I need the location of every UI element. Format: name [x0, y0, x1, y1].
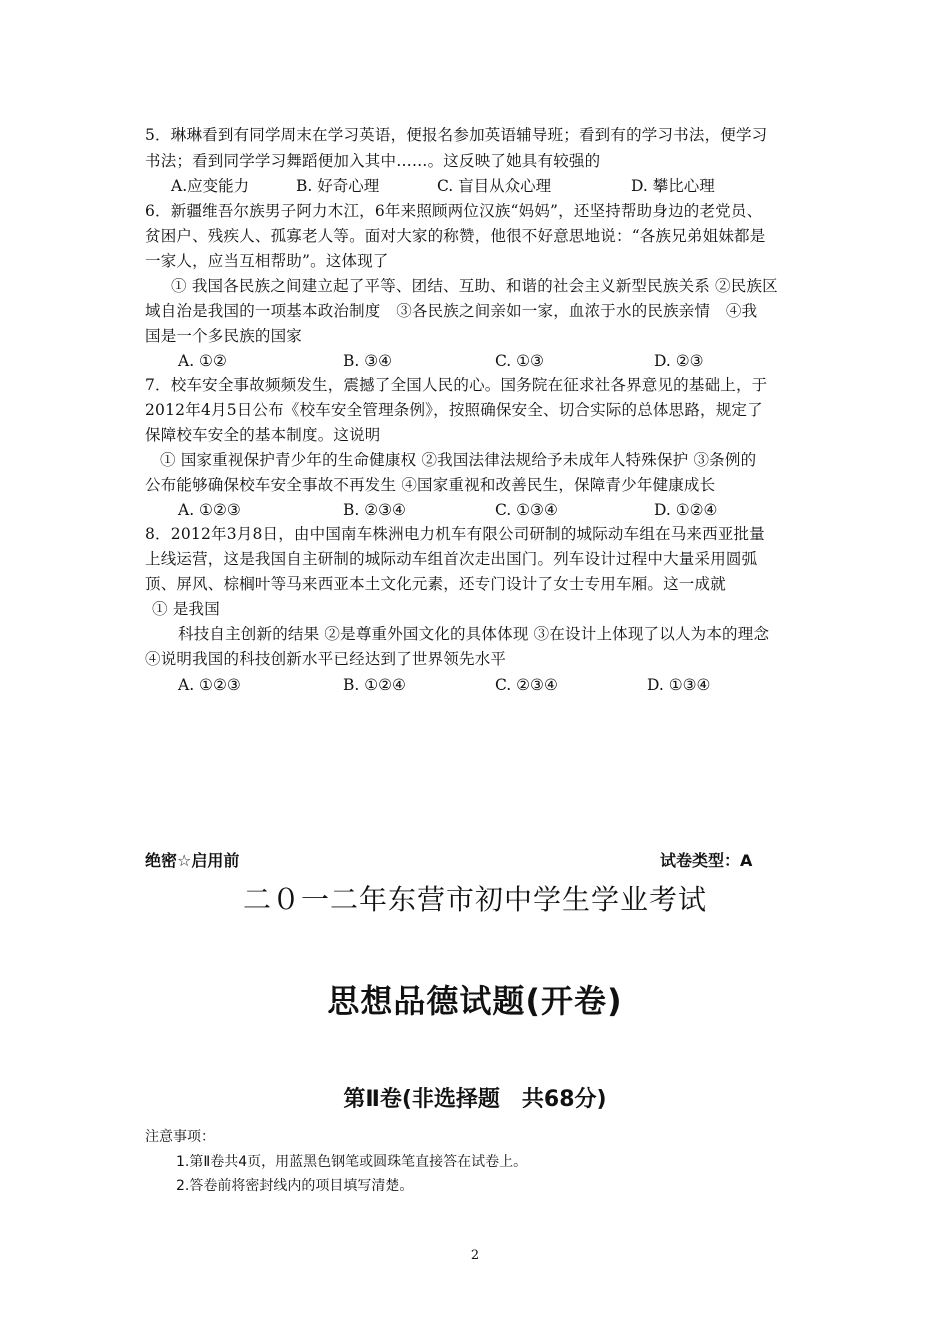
question-text-line: 域自治是我国的一项基本政治制度 ③各民族之间亲如一家，血浓于水的民族亲情 ④我	[145, 302, 758, 320]
question-text-line: 2012年4月5日公布《校车安全管理条例》，按照确保安全、切合实际的总体思路，规定了	[145, 401, 763, 419]
option-a: A.应变能力	[171, 177, 250, 195]
option-b: B. 好奇心理	[296, 177, 380, 195]
question-text-line: 8．2012年3月8日，由中国南车株洲电力机车有限公司研制的城际动车组在马来西亚批量	[145, 525, 765, 543]
question-text-line: 书法；看到同学学习舞蹈便加入其中……。这反映了她具有较强的	[145, 152, 601, 170]
option-c: C. ①③	[495, 352, 544, 370]
option-d: D. ①②④	[654, 501, 718, 519]
option-b: B. ②③④	[343, 501, 406, 519]
question-text-line: 保障校车安全的基本制度。这说明	[145, 426, 381, 444]
subject-title: 思想品德试题(开卷)	[327, 982, 623, 1020]
question-text-line: 5．琳琳看到有同学周末在学习英语，便报名参加英语辅导班；看到有的学习书法，便学习	[145, 126, 768, 144]
question-text-line: 上线运营，这是我国自主研制的城际动车组首次走出国门。列车设计过程中大量采用圆弧	[145, 550, 758, 568]
question-text-line: 6．新疆维吾尔族男子阿力木江，6年来照顾两位汉族“妈妈”，还坚持帮助身边的老党员、	[145, 202, 763, 220]
option-a: A. ①②③	[178, 501, 241, 519]
question-text-line: ① 我国各民族之间建立起了平等、团结、互助、和谐的社会主义新型民族关系 ②民族区	[171, 277, 778, 295]
question-text-line: 顶、屏风、棕榈叶等马来西亚本土文化元素，还专门设计了女士专用车厢。这一成就	[145, 575, 726, 593]
secret-label: 绝密☆启用前	[145, 851, 240, 870]
option-d: D. ②③	[654, 352, 704, 370]
question-text-line: ① 国家重视保护青少年的生命健康权 ②我国法律法规给予未成年人特殊保护 ③条例的	[160, 451, 757, 469]
question-text-line: 一家人，应当互相帮助”。这体现了	[145, 252, 389, 270]
option-c: C. ②③④	[495, 676, 558, 694]
option-c: C. 盲目从众心理	[437, 177, 552, 195]
option-d: D. 攀比心理	[631, 177, 715, 195]
question-text-line: 科技自主创新的结果 ②是尊重外国文化的具体体现 ③在设计上体现了以人为本的理念	[178, 625, 770, 643]
question-text-line: ① 是我国	[152, 600, 220, 618]
option-b: B. ③④	[343, 352, 393, 370]
option-a: A. ①②	[178, 352, 227, 370]
paper-type-label: 试卷类型：A	[660, 851, 753, 870]
option-d: D. ①③④	[647, 676, 711, 694]
note-item: 1.第Ⅱ卷共4页，用蓝黑色钢笔或圆珠笔直接答在试卷上。	[176, 1154, 528, 1170]
question-text-line: 7．校车安全事故频频发生，震撼了全国人民的心。国务院在征求社各界意见的基础上，于	[145, 376, 768, 394]
question-text-line: 贫困户、残疾人、孤寡老人等。面对大家的称赞，他很不好意思地说：“各族兄弟姐妹都是	[145, 227, 766, 245]
question-text-line: 国是一个多民族的国家	[145, 327, 303, 345]
question-text-line: 公布能够确保校车安全事故不再发生 ④国家重视和改善民生，保障青少年健康成长	[145, 476, 716, 494]
option-b: B. ①②④	[343, 676, 406, 694]
option-a: A. ①②③	[178, 676, 241, 694]
page-number: 2	[470, 1248, 480, 1263]
option-c: C. ①③④	[495, 501, 558, 519]
question-text-line: ④说明我国的科技创新水平已经达到了世界领先水平	[145, 650, 507, 668]
note-item: 2.答卷前将密封线内的项目填写清楚。	[176, 1178, 414, 1194]
part-title: 第Ⅱ卷(非选择题 共68分)	[343, 1087, 607, 1112]
notes-heading: 注意事项：	[145, 1129, 215, 1145]
exam-title: 二０一二年东营市初中学生学业考试	[242, 883, 707, 916]
